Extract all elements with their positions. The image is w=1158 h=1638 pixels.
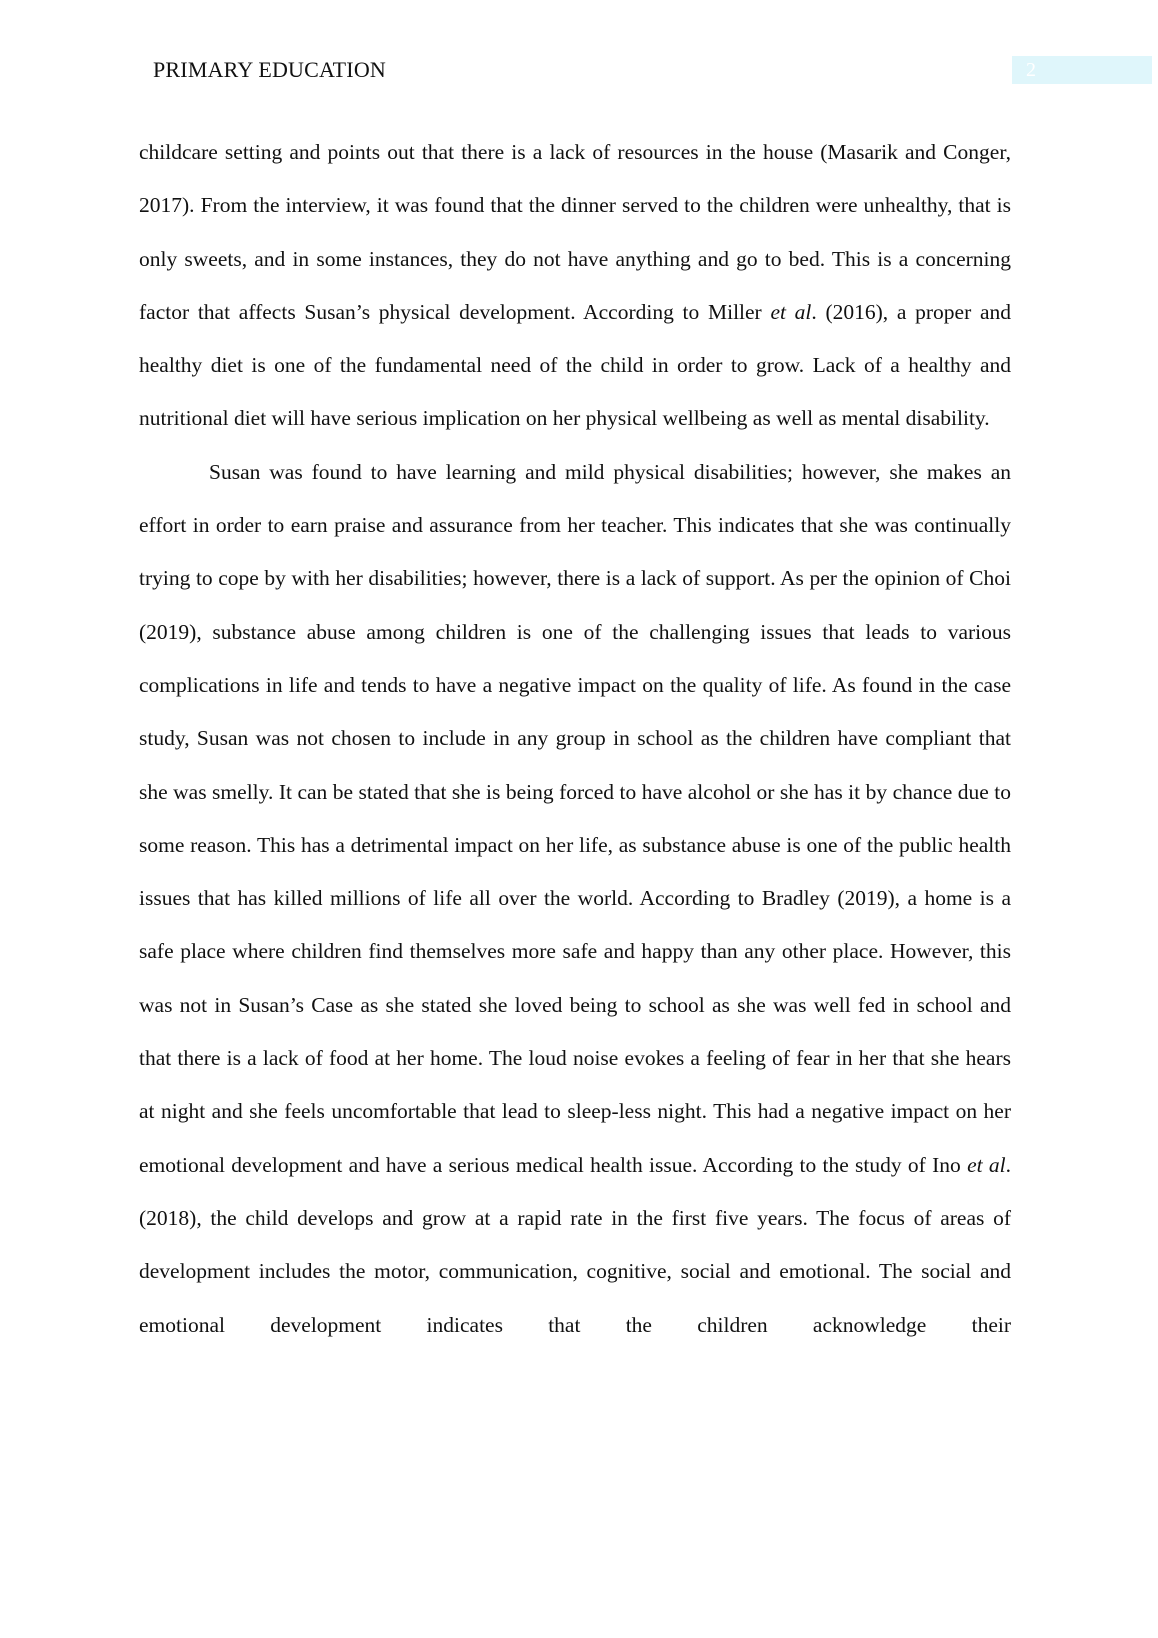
paragraph-1-text-1: childcare setting and points out that there is a lack of resources in the house (Masarik and Conger, 2017). From the interview, it was found that the dinner served to the children were unhealthy, that is only sweets, and in some instances, they do not have anything and go to bed. This is a concerning factor that affects Susan’s physical development. According to Miller xyxy=(139,140,1011,324)
paragraph-2-text-2: . (2018), the child develops and grow at a rapid rate in the first five years. The focus of areas of development includes the motor, communication, cognitive, social and emotional. The social and emotional development indicates that the children acknowledge their xyxy=(139,1152,1011,1337)
running-head: PRIMARY EDUCATION xyxy=(153,57,386,82)
page-number: 2 xyxy=(1012,56,1152,84)
paragraph-1 xyxy=(139,126,1011,446)
paragraph-1-citation-italic: et al xyxy=(770,299,812,324)
paragraph-2-text-1: Susan was found to have learning and mild physical disabilities; however, she makes an effort in order to earn praise and assurance from her teacher. This indicates that she was continually trying to cope by with her disabilities; however, there is a lack of support. As per the opinion of Choi (2019), substance abuse among children is one of the challenging issues that leads to various complications in life and tends to have a negative impact on the quality of life. As found in the case study, Susan was not chosen to include in any group in school as the children have compliant that she was smelly. It can be stated that she is being forced to have alcohol or she has it by chance due to some reason. This has a detrimental impact on her life, as substance abuse is one of the public health issues that has killed millions of life all over the world. According to Bradley (2019), a home is a safe place where children find themselves more safe and happy than any other place. However, this was not in Susan’s Case as she stated she loved being to school as she was well fed in school and that there is a lack of food at her home. The loud noise evokes a feeling of fear in her that she hears at night and she feels uncomfortable that lead to sleep-less night. This had a negative impact on her emotional development and have a serious medical health issue. According to the study of Ino xyxy=(139,459,1011,1177)
document-body xyxy=(139,126,1011,1352)
paragraph-2 xyxy=(139,446,1011,1352)
paragraph-1-text-2: . (2016), a proper and healthy diet is one of the fundamental need of the child in order to grow. Lack of a healthy and nutritional diet will have serious implication on her physical wellbeing as well as mental disability. xyxy=(139,299,1011,431)
paragraph-2-citation-italic: et al xyxy=(967,1152,1006,1177)
